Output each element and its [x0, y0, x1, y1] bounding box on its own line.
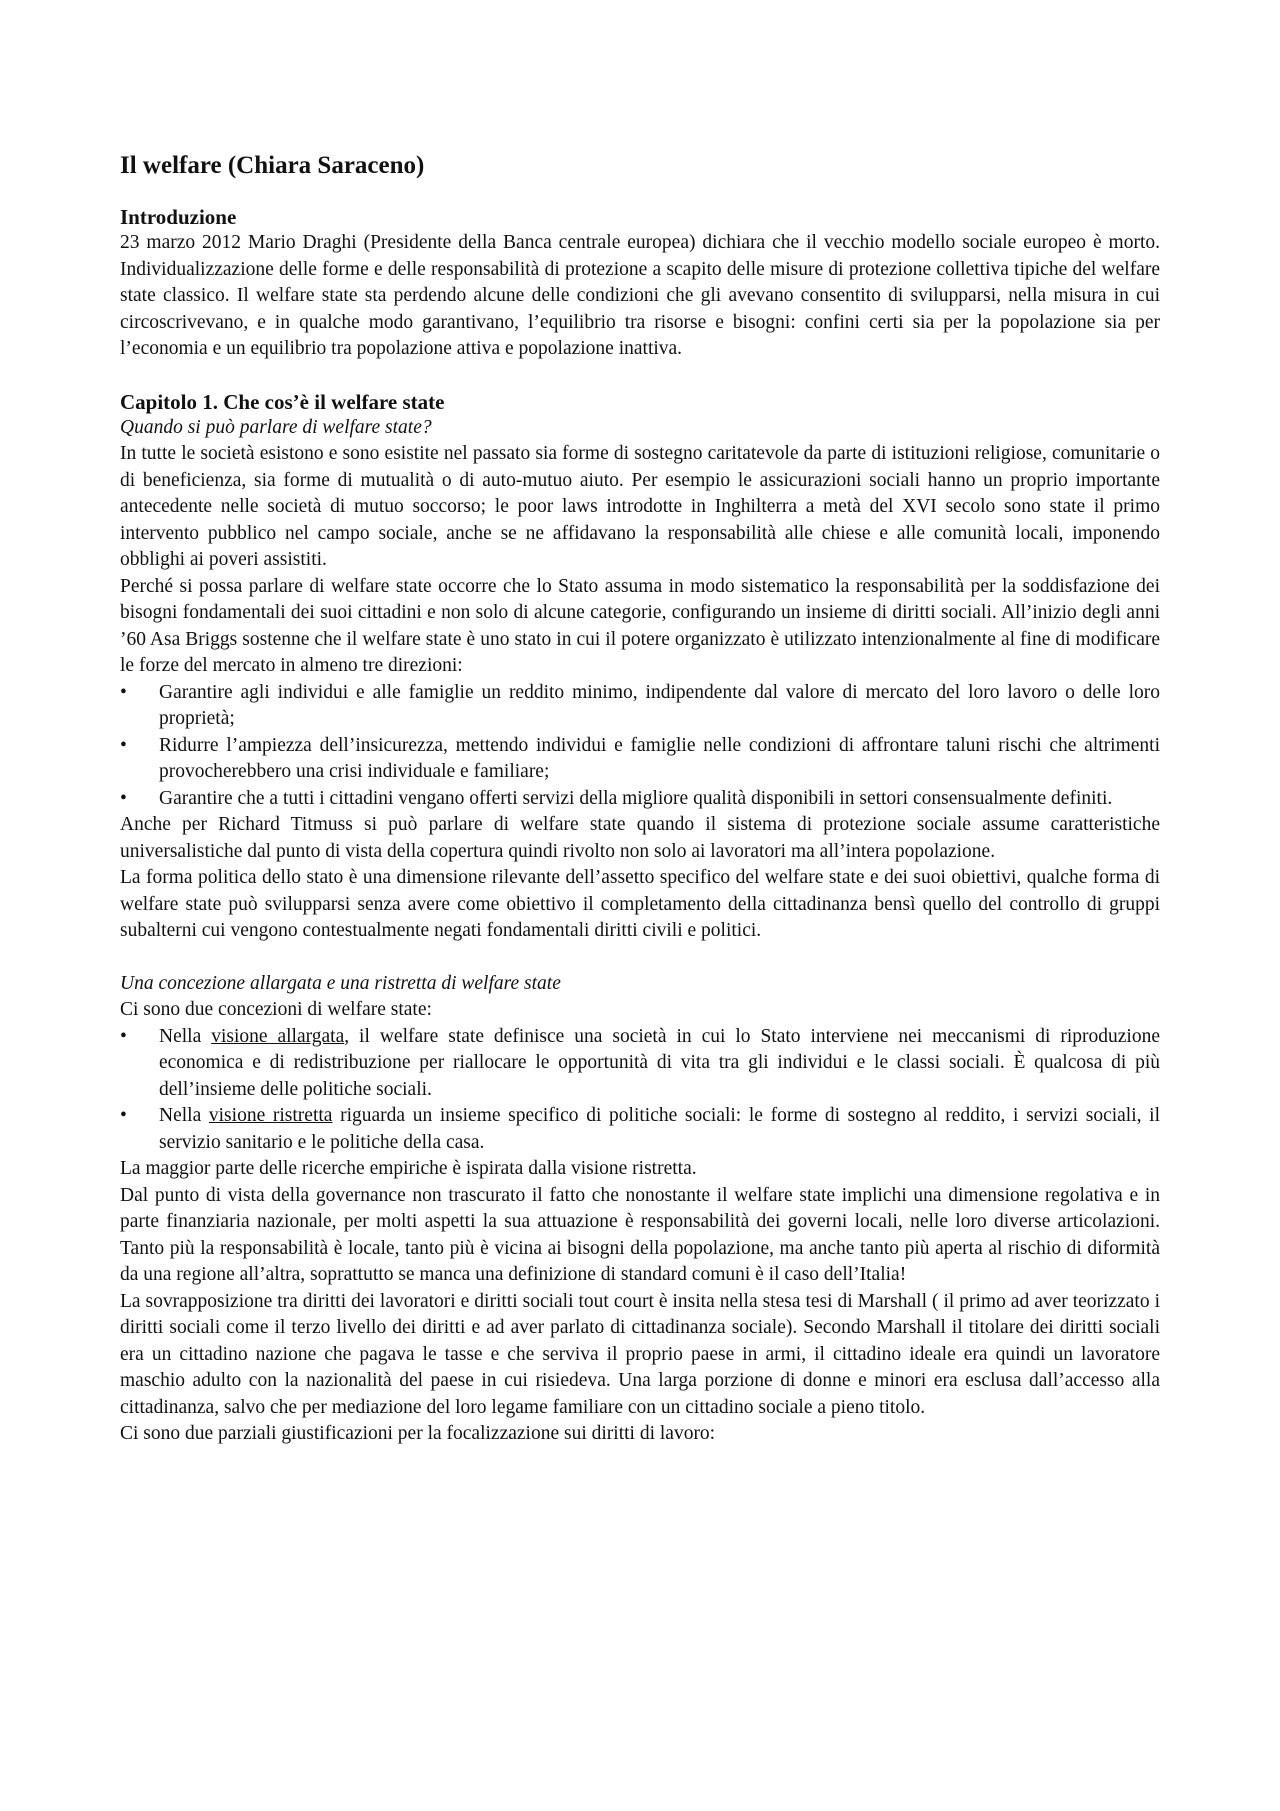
paragraph: Anche per Richard Titmuss si può parlare di welfare state quando il sistema di protezione sociale assume caratteristiche universalistiche dal punto di vista della copertura quindi rivolto non solo ai lavoratori ma all’intera popolazione.: [120, 814, 1160, 862]
document-page: [120, 150, 1160, 1448]
paragraph: Perché si possa parlare di welfare state occorre che lo Stato assuma in modo sistematico la responsabilità per la soddisfazione dei bisogni fondamentali dei suoi cittadini e non solo di alcune categorie, configurando un insieme di diritti sociali. All’inizio degli anni ’60 Asa Briggs sostenne che il welfare state è uno stato in cui il potere organizzato è utilizzato intenzionalmente al fine di modificare le forze del mercato in almeno tre direzioni:: [120, 575, 1160, 676]
bullet-icon: •: [120, 734, 127, 756]
intro-heading: Introduzione: [120, 205, 237, 229]
list-item: • Ridurre l’ampiezza dell’insicurezza, mettendo individui e famiglie nelle condizioni di affrontare taluni rischi che altrimenti provocherebbero una crisi individuale e familiare;: [120, 734, 1160, 782]
list-item: • Garantire che a tutti i cittadini vengano offerti servizi della migliore qualità disponibili in settori consensualmente definiti.: [120, 786, 1160, 813]
bullet-icon: •: [120, 681, 127, 703]
list-item: • Garantire agli individui e alle famiglie un reddito minimo, indipendente dal valore di mercato del loro lavoro o delle loro proprietà;: [120, 681, 1160, 729]
intro-paragraph: 23 marzo 2012 Mario Draghi (Presidente della Banca centrale europea) dichiara che il vecchio modello sociale europeo è morto. Individualizzazione delle forme e delle responsabilità di protezione a scapito delle misure di protezione collettiva tipiche del welfare state classico. Il welfare state sta perdendo alcune delle condizioni che gli avevano consentito di svilupparsi, nella misura in cui circoscrivevano, e in qualche modo garantivano, l’equilibrio tra risorse e bisogni: confini certi sia per la popolazione sia per l’economia e un equilibrio tra popolazione attiva e popolazione inattiva.: [120, 232, 1160, 359]
paragraph: La sovrapposizione tra diritti dei lavoratori e diritti sociali tout court è insita nella stesa tesi di Marshall ( il primo ad aver teorizzato i diritti sociali come il terzo livello dei diritti e ad aver parlato di cittadinanza sociale). Secondo Marshall il titolare dei diritti sociali era un cittadino nazione che pagava le tasse e che serviva il proprio paese in armi, il cittadino ideale era quindi un lavoratore maschio adulto con la nazionalità del paese in cui risiedeva. Una larga porzione di donne e minori era esclusa dall’accesso alla cittadinanza, salvo che per mediazione del loro legame familiare con un cittadino sociale a pieno titolo.: [120, 1290, 1160, 1418]
paragraph: Dal punto di vista della governance non trascurato il fatto che nonostante il welfare state implichi una dimensione regolativa e in parte finanziaria nazionale, per molti aspetti la sua attuazione è responsabilità dei governi locali, nelle loro diverse articolazioni. Tanto più la responsabilità è locale, tanto più è vicina ai bisogni della popolazione, ma anche tanto più aperta al rischio di diformità da una regione all’altra, soprattutto se manca una definizione di standard comuni è il caso dell’Italia!: [120, 1184, 1160, 1285]
paragraph: Ci sono due concezioni di welfare state:: [120, 999, 432, 1020]
bullet-icon: •: [120, 1105, 127, 1126]
list-item: • Nella visione allargata, il welfare state definisce una società in cui lo Stato interviene nei meccanismi di riproduzione economica e di redistribuzione per riallocare le opportunità di vita tra gli individui e le classi sociali. È qualcosa di più dell’insieme delle politiche sociali.: [120, 1025, 1160, 1100]
underlined-term: visione allargata: [211, 1025, 345, 1047]
bullet-icon: •: [120, 787, 127, 809]
paragraph: La forma politica dello stato è una dimensione rilevante dell’assetto specifico del welfare state e dei suoi obiettivi, qualche forma di welfare state può svilupparsi senza avere come obiettivo il completamento della cittadinanza bensì quello del controllo di gruppi subalterni cui vengono contestualmente negati fondamentali diritti civili e politici.: [120, 867, 1160, 941]
bullet-list: [120, 680, 1160, 813]
bullet-icon: •: [120, 1025, 127, 1047]
paragraph: In tutte le società esistono e sono esistite nel passato sia forme di sostegno caritatevole da parte di istituzioni religiose, comunitarie o di beneficienza, sia forme di mutualità o di auto-mutuo aiuto. Per esempio le assicurazioni sociali hanno un proprio importante antecedente nelle società di mutuo soccorso; le poor laws introdotte in Inghilterra a metà del XVI secolo sono state il primo intervento pubblico nel campo sociale, anche se ne affidavano la responsabilità alle chiese e alle comunità locali, imponendo obblighi ai poveri assistiti.: [120, 443, 1160, 570]
section-subheading: Una concezione allargata e una ristretta di welfare state: [120, 972, 561, 994]
list-item: • Nella visione ristretta riguarda un insieme specifico di politiche sociali: le forme di sostegno al reddito, i servizi sociali, il servizio sanitario e le politiche della casa.: [120, 1105, 1160, 1153]
document-title: Il welfare (Chiara Saraceno): [120, 152, 425, 179]
paragraph: Ci sono due parziali giustificazioni per la focalizzazione sui diritti di lavoro:: [120, 1423, 716, 1444]
paragraph: La maggior parte delle ricerche empiriche è ispirata dalla visione ristretta.: [120, 1158, 697, 1179]
underlined-term: visione ristretta: [208, 1105, 333, 1126]
section-subheading: Quando si può parlare di welfare state?: [120, 416, 432, 438]
bullet-list: [120, 1024, 1160, 1157]
chapter-heading: Capitolo 1. Che cos’è il welfare state: [120, 389, 445, 414]
